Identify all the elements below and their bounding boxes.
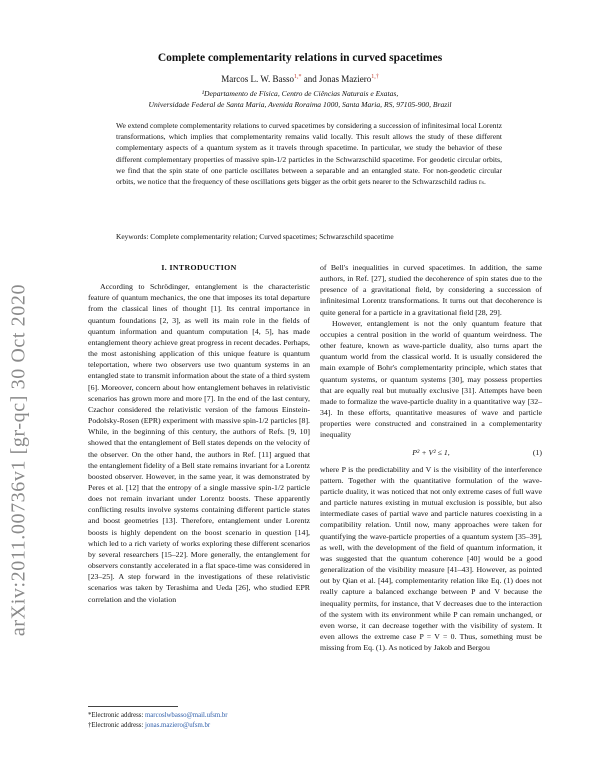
author-maziero-affiliation-mark[interactable]: 1,† <box>371 74 379 80</box>
footnote-divider <box>88 706 178 707</box>
footnote-maziero-email <box>88 721 310 731</box>
intro-paragraph-3: However, entanglement is not the only quantum feature that occupies a central position in the world of quantum weirdness. The other feature, known as wave-particle duality, also turns apart the quantum world from the classical world. It is usually considered the main example of Bohr's complementarity principle, which states that quantum systems, or quantum systems [30], may possess properties that are equally real but mutually exclusive [31]. Attempts have been made to formalize the wave-particle duality in a quantitative way [32–34]. In these efforts, quantitative measures of wave and particle properties were constructed and constrained in a complementarity inequality <box>320 318 542 440</box>
intro-paragraph-4: where P is the predictability and V is the visibility of the interference pattern. Together with the quantitative formulation of the wave-particle duality, it was noticed that not only extreme cases of full wave and particle natures existing in mutual exclusion is possible, but also intermediate cases of partial wave and particle natures coexisting in a compatibility relation. Until now, many approaches were taken for quantifying the wave-particle properties of a quantum system [35–39], as well, with the development of the field of quantum information, it was suggested that the quantum coherence [40] would be a good generalization of the visibility measure [41–43]. However, as pointed out by Qian et al. [44], complementarity relation like Eq. (1) does not really capture a balanced exchange between P and V because the inequality permits, for instance, that V decreases due to the interaction of the system with its environment while P can remain unchanged, or even worse, it can decrease together with the visibility of system. It even allows the extreme case P = V = 0. Thus, something must be missing from Eq. (1). As noticed by Jakob and Bergou <box>320 464 542 653</box>
footnote-basso-label: *Electronic address: <box>88 712 145 719</box>
arxiv-identifier-text: arXiv:2011.00736v1 [gr-qc] 30 Oct 2020 <box>7 283 30 637</box>
equation-1 <box>320 447 542 458</box>
maziero-email-link[interactable]: jonas.maziero@ufsm.br <box>145 721 211 729</box>
intro-paragraph-1: According to Schrödinger, entanglement is the characteristic feature of quantum mechanics, the one that imposes its total departure from the classical lines of thought [1]. Its central importance in quantum foundations [2, 3], as well its main role in the fields of quantum information and quantum computation [4, 5], has made entanglement theory achieve great progress in recent decades. Perhaps, the most astonishing application of this unique feature is quantum teleportation, where two observers use two quantum systems in an entangled state to transmit information about the state of a third system [6]. Moreover, concern about how entanglement behaves in relativistic scenarios has grown more and more [7]. In the end of the last century, Czachor considered the relativistic version of the famous Einstein-Podolsky-Rosen (EPR) experiment with massive spin-1/2 particles [8]. While, in the beginning of this century, the authors of Refs. [9, 10] showed that the entanglement of Bell states depends on the velocity of the observer. On the other hand, the authors in Ref. [11] argued that the entanglement fidelity of a Bell state remains invariant for a Lorentz boosted observer. However, in the same year, it was demonstrated by Peres et al. [12] that the entropy of a single massive spin-1/2 particle does not remain invariant under Lorentz boosts. These apparently conflicting results involve systems containing different particle states and boost geometries [13]. Therefore, entanglement under Lorentz boosts is highly dependent on the boost scenario in question [14], which led to a rich variety of works exploring these different scenarios by several researchers [15–22]. More generally, the entanglement for observers constantly accelerated in a flat space-time was considered in [23–25]. A step forward in the investigations of these relativistic scenarios was taken by Terashima and Ueda [26], who studied EPR correlation and the violation <box>88 282 310 604</box>
author-basso-affiliation-mark[interactable]: 1,* <box>294 74 302 80</box>
paper-title: Complete complementarity relations in curved spacetimes <box>157 52 443 64</box>
footnote-maziero-label: †Electronic address: <box>88 721 145 729</box>
equation-1-body: P² + V² ≤ 1, <box>412 447 450 457</box>
footnote-basso-email <box>88 711 310 721</box>
section-heading-introduction: I. INTRODUCTION <box>161 263 237 272</box>
author-conjunction-maziero: and Jonas Maziero <box>301 74 372 84</box>
affiliation-line-1: ¹Departamento de Física, Centro de Ciências Naturais e Exatas, <box>201 89 399 98</box>
author-basso: Marcos L. W. Basso <box>221 74 294 84</box>
intro-paragraph-2: of Bell's inequalities in curved spacetimes. In addition, the same authors, in Ref. [27], studied the decoherence of spin states due to the presence of a gravitational field, by considering a succession of infinitesimal Lorentz transformations. It turns out that decoherence is quite general for a particle in a gravitational field [28, 29]. <box>320 263 542 317</box>
basso-email-link[interactable]: marcoslwbasso@mail.ufsm.br <box>145 712 228 719</box>
footnotes <box>88 706 310 730</box>
equation-1-number: (1) <box>532 447 542 457</box>
left-column <box>88 262 310 605</box>
keywords: Keywords: Complete complementarity relation; Curved spacetimes; Schwarzschild spacetime <box>116 232 394 241</box>
right-column <box>320 262 542 653</box>
abstract: We extend complete complementarity relations to curved spacetimes by considering a succession of infinitesimal local Lorentz transformations, which implies that complementarity remains valid locally. This result allows the study of these different complementary aspects of a quantum system as it travels through spacetime. In particular, we study the behavior of these different complementary properties of massive spin-1/2 particles in the Schwarzschild spacetime. For geodetic circular orbits, we find that the spin state of one particle oscillates between a separable and an entangled state. For non-geodetic circular orbits, we notice that the frequency of these oscillations gets bigger as the orbit gets nearer to the Schwarzschild radius rₛ. <box>116 121 502 187</box>
author-line <box>0 74 600 84</box>
affiliation-line-2: Universidade Federal de Santa Maria, Avenida Roraima 1000, Santa Maria, RS, 97105-900, Brazil <box>148 100 452 109</box>
arxiv-identifier-stamp <box>2 200 36 720</box>
affiliation <box>0 88 600 110</box>
